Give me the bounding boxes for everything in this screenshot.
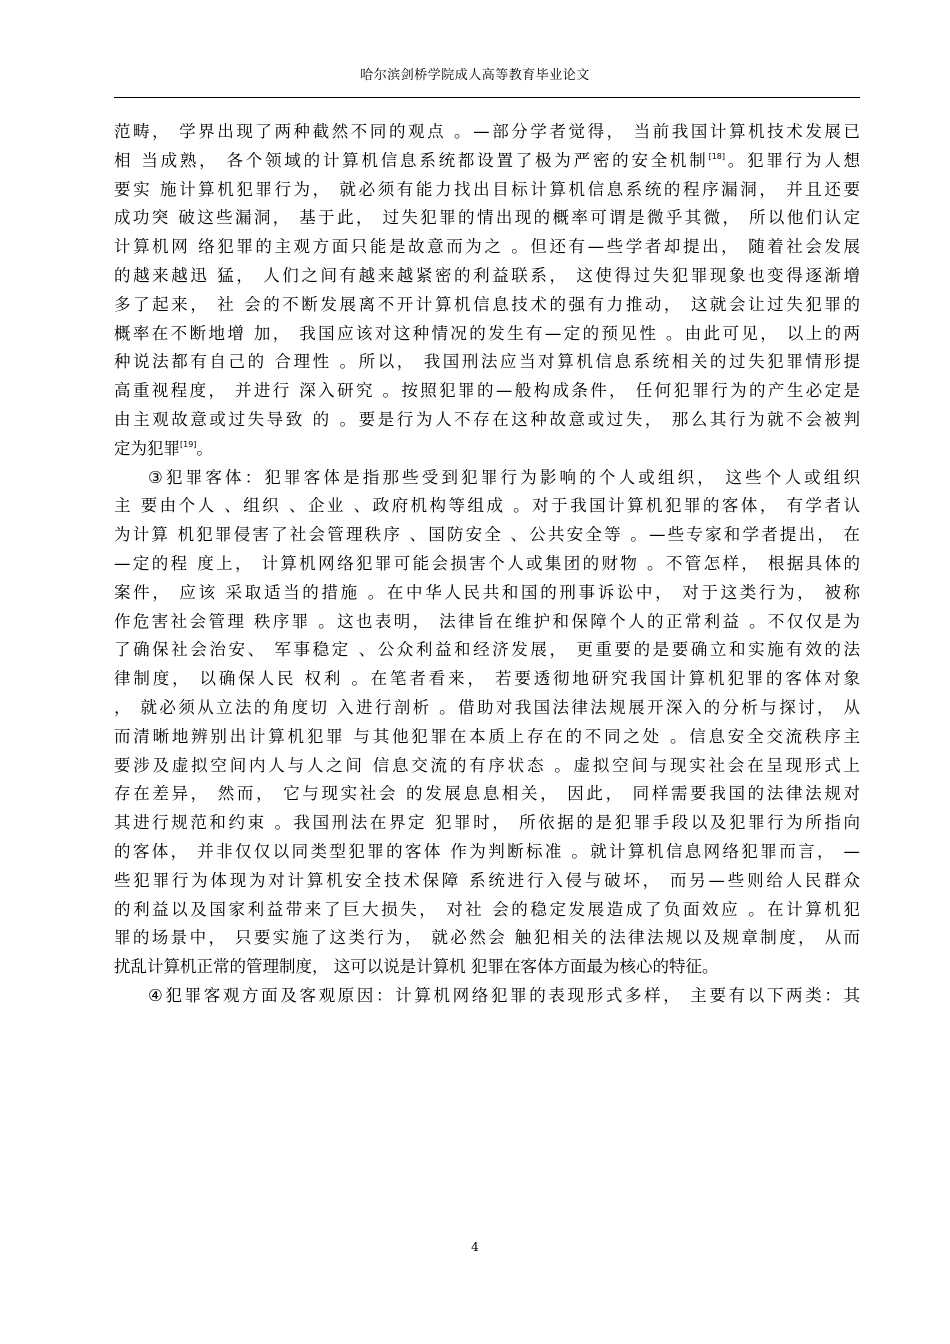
header-divider [114, 97, 860, 98]
text-line: ④犯罪客观方面及客观原因：计算机网络犯罪的表现形式多样， 主要有以下两类：其 [148, 985, 860, 1005]
text-line: 存在差异， 然而， 它与现实社会 的发展息息相关， 因此， 同样需要我国的法律法规对 [114, 784, 860, 804]
text-line: ， 就必须从立法的角度切 入进行剖析 。借助对我国法律法规展开深入的分析与探讨， 从 [114, 697, 860, 717]
paragraph-2 [114, 464, 860, 982]
text-line: 而清晰地辨别出计算机犯罪 与其他犯罪在本质上存在的不同之处 。信息安全交流秩序主 [114, 726, 860, 746]
paragraph-3 [114, 982, 860, 1011]
text-line: 多了起来， 社 会的不断发展离不开计算机信息技术的强有力推动， 这就会让过失犯罪的 [114, 294, 860, 314]
citation-19: [19] [180, 439, 197, 449]
text-span: 。犯罪行为人想 [725, 150, 860, 170]
text-line: 范畴， 学界出现了两种截然不同的观点 。—部分学者觉得， 当前我国计算机技术发展已 [114, 122, 860, 141]
text-line: 了确保社会治安、 军事稳定 、公众利益和经济发展， 更重要的是要确立和实施有效的法 [114, 640, 860, 660]
text-line: 计算机网 络犯罪的主观方面只能是故意而为之 。但还有—些学者却提出， 随着社会发展 [114, 237, 860, 257]
text-span: 定为犯罪 [114, 438, 180, 458]
text-line: 要涉及虚拟空间内人与人之间 信息交流的有序状态 。虚拟空间与现实社会在呈现形式上 [114, 755, 860, 775]
text-line: 作危害社会管理 秩序罪 。这也表明， 法律旨在维护和保障个人的正常利益 。不仅仅是为 [114, 611, 860, 631]
text-line: 的客体， 并非仅仅以同类型犯罪的客体 作为判断标准 。就计算机信息网络犯罪而言， — [114, 841, 860, 861]
body-text [114, 118, 860, 1011]
text-line: 的越来越迅 猛， 人们之间有越来越紧密的利益联系， 这使得过失犯罪现象也变得逐渐增 [114, 265, 860, 285]
text-line: 案件， 应该 采取适当的措施 。在中华人民共和国的刑事诉讼中， 对于这类行为， 被称 [114, 582, 860, 602]
text-line: 些犯罪行为体现为对计算机安全技术保障 系统进行入侵与破坏， 而另—些则给人民群众 [114, 870, 860, 890]
text-line [114, 147, 860, 176]
page-number: 4 [471, 1240, 479, 1254]
text-line: 其进行规范和约束 。我国刑法在界定 犯罪时， 所依据的是犯罪手段以及犯罪行为所指向 [114, 813, 860, 833]
text-line: 扰乱计算机正常的管理制度， 这可以说是计算机 犯罪在客体方面最为核心的特征。 [114, 957, 719, 977]
citation-18: [18] [708, 151, 726, 161]
text-line: 主 要由个人 、组织 、企业 、政府机构等组成 。对于我国计算机犯罪的客体， 有学者认 [114, 496, 860, 516]
text-span: 。 [196, 438, 213, 458]
text-line: 的利益以及国家利益带来了巨大损失， 对社 会的稳定发展造成了负面效应 。在计算机犯 [114, 899, 860, 919]
text-line: 种说法都有自己的 合理性 。所以， 我国刑法应当对算机信息系统相关的过失犯罪情形提 [114, 352, 860, 372]
text-line: 为计算 机犯罪侵害了社会管理秩序 、国防安全 、公共安全等 。—些专家和学者提出， 在 [114, 525, 860, 545]
text-line: ③犯罪客体：犯罪客体是指那些受到犯罪行为影响的个人或组织， 这些个人或组织 [148, 467, 860, 487]
text-line: 要实 施计算机犯罪行为， 就必须有能力找出目标计算机信息系统的程序漏洞， 并且还要 [114, 179, 860, 199]
text-line: 罪的场景中， 只要实施了这类行为， 就必然会 触犯相关的法律法规以及规章制度， 从而 [114, 928, 860, 948]
text-line: 律制度， 以确保人民 权利 。在笔者看来， 若要透彻地研究我国计算机犯罪的客体对象 [114, 669, 860, 689]
text-line [114, 435, 860, 464]
text-line: 由主观故意或过失导致 的 。要是行为人不存在这种故意或过失， 那么其行为就不会被判 [114, 409, 860, 429]
running-header: 哈尔滨剑桥学院成人高等教育毕业论文 [360, 68, 590, 83]
text-line: 成功突 破这些漏洞， 基于此， 过失犯罪的情出现的概率可谓是微乎其微， 所以他们认定 [114, 208, 860, 228]
text-span: 相 当成熟， 各个领域的计算机信息系统都设置了极为严密的安全机制 [114, 150, 709, 170]
text-line: 高重视程度， 并进行 深入研究 。按照犯罪的—般构成条件， 任何犯罪行为的产生必定是 [114, 381, 860, 401]
text-line: 概率在不断地增 加， 我国应该对这种情况的发生有—定的预见性 。由此可见， 以上的两 [114, 323, 860, 343]
text-line: —定的程 度上， 计算机网络犯罪可能会损害个人或集团的财物 。不管怎样， 根据具体的 [114, 553, 860, 573]
paragraph-1 [114, 118, 860, 464]
